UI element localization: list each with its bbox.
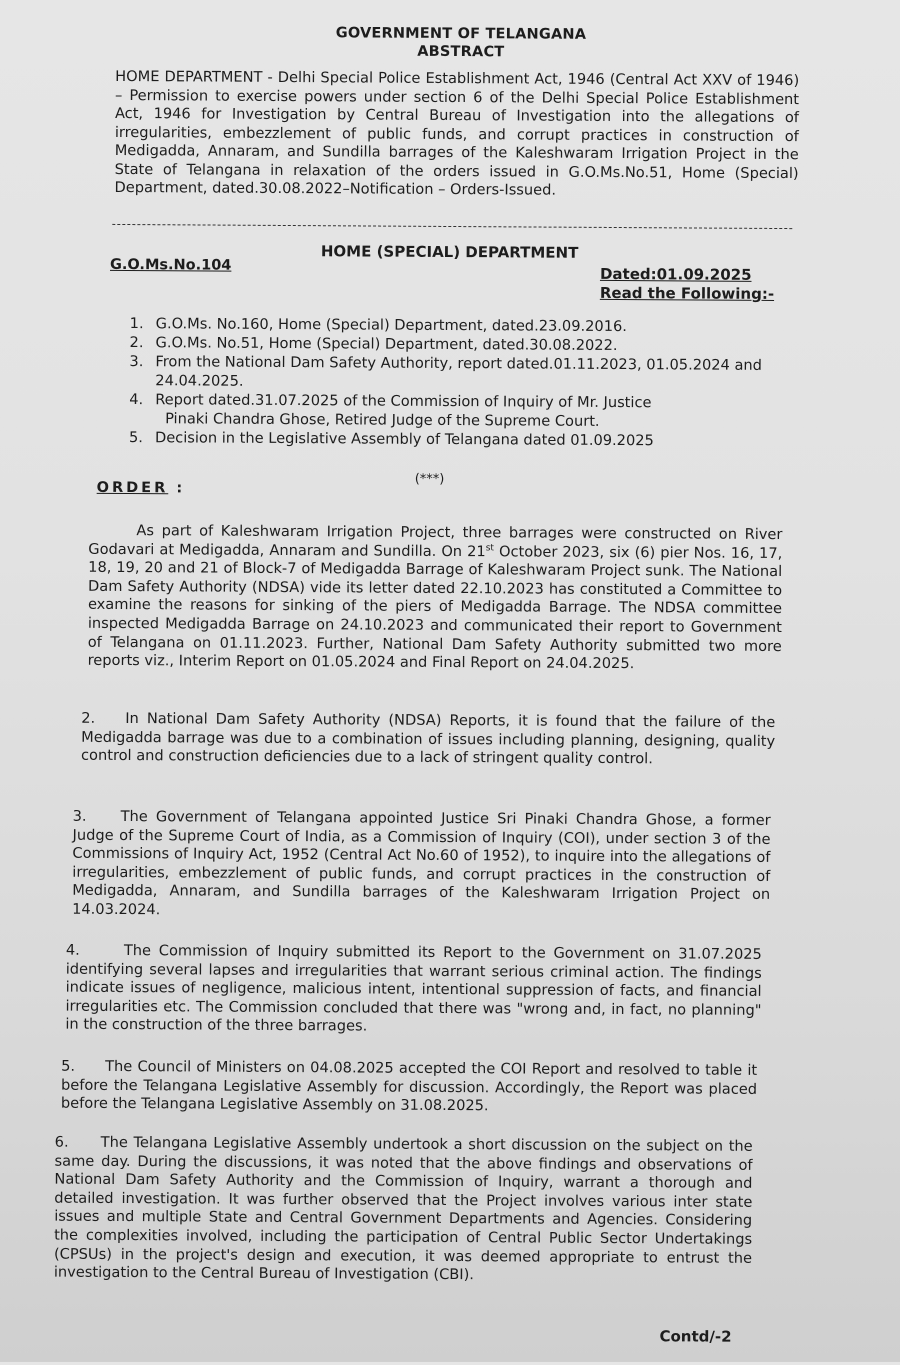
read-following-label: Read the Following:- <box>599 283 775 303</box>
reference-item <box>129 428 799 451</box>
abstract-subject: HOME DEPARTMENT - Delhi Special Police Establishment Act, 1946 (Central Act XXV of 1946) – Permission to exercise powers under section 6 of the Delhi Special Police Establishment Act, 1946 for Investigation by Central Bureau of Investigation into the allegations of irregularities, embezzlement of public funds, and corrupt practices in construction of Medigadda, Annaram, and Sundilla barrages of the Kaleshwaram Irrigation Project in the State of Telangana in relaxation of the orders issued in G.O.Ms.No.51, Home (Special) Department, dated.30.08.2022–Notification – Orders-Issued. <box>114 67 800 199</box>
order-heading <box>97 480 186 497</box>
paragraph-text: As part of Kaleshwaram Irrigation Project, three barrages were constructed on River Godavari at Medigadda, Annaram and Sundilla. On 21 <box>88 522 783 560</box>
reference-number: 5. <box>128 429 143 447</box>
reference-item <box>129 390 799 432</box>
paragraph-number: 2. <box>81 709 96 727</box>
abstract-title: ABSTRACT <box>417 43 505 61</box>
reference-text-block <box>155 390 799 432</box>
continued-marker: Contd/-2 <box>659 1327 732 1346</box>
read-following-heading <box>600 284 774 303</box>
reference-text: Decision in the Legislative Assembly of Telangana dated 01.09.2025 <box>154 429 654 450</box>
references-list <box>129 314 800 451</box>
paragraph-text: The Government of Telangana appointed Justice Sri Pinaki Chandra Ghose, a former Judge of the Supreme Court of India, as a Commission of Inquiry (COI), under section 3 of the Commissions of Inquiry Act, 1952 (Central Act No.60 of 1952), to inquire into the allegations of irregularities, embezzlement of public funds, and corrupt practices in the construction of Medigadda, Annaram, and Sundilla barrages of the Kaleshwaram Irrigation Project on 14.03.2024. <box>72 807 771 919</box>
government-title: GOVERNMENT OF TELANGANA <box>335 25 587 43</box>
reference-text: G.O.Ms. No.51, Home (Special) Department, dated.30.08.2022. <box>155 334 618 355</box>
order-paragraph-6 <box>54 1134 753 1287</box>
reference-number: 4. <box>129 391 144 409</box>
paragraph-number: 4. <box>65 941 80 959</box>
reference-item <box>129 352 799 394</box>
order-paragraph-2 <box>81 710 775 770</box>
order-label: ORDER <box>96 479 169 497</box>
order-paragraph-4 <box>65 942 762 1039</box>
reference-text: G.O.Ms. No.160, Home (Special) Department, dated.23.09.2016. <box>155 315 627 336</box>
order-paragraph-3 <box>72 808 771 924</box>
paragraph-text: In National Dam Safety Authority (NDSA) Reports, it is found that the failure of the Medigadda barrage was due to a combination of issues including planning, designing, quality control and construction deficiencies due to a lack of stringent quality control. <box>80 710 776 768</box>
go-number: G.O.Ms.No.104 <box>109 256 232 274</box>
reference-number: 3. <box>129 353 144 371</box>
reference-number: 1. <box>129 315 144 333</box>
reference-number: 2. <box>129 334 144 352</box>
reference-text: From the National Dam Safety Authority, report dated.01.11.2023, 01.05.2024 and 24.04.2025. <box>155 353 763 390</box>
paragraph-text: The Commission of Inquiry submitted its Report to the Government on 31.07.2025 identifying several lapses and irregularities that warrant serious criminal action. The findings indicate issues of negligence, malicious intent, intentional suppression of facts, and financial irregularities etc. The Commission concluded that there was "wrong and, in fact, no planning" in the construction of the three barrages. <box>65 942 762 1035</box>
paragraph-text: The Council of Ministers on 04.08.2025 accepted the COI Report and resolved to table it before the Telangana Legislative Assembly for discussion. Accordingly, the Report was placed before the Telangana Legislative Assembly on 31.08.2025. <box>60 1057 758 1115</box>
dashed-divider <box>112 224 792 231</box>
paragraph-number: 5. <box>61 1057 76 1075</box>
order-date: Dated:01.09.2025 <box>599 264 752 284</box>
reference-text: Report dated.31.07.2025 of the Commission of Inquiry of Mr. Justice <box>155 391 652 412</box>
paragraph-text: The Telangana Legislative Assembly undertook a short discussion on the subject on the same day. During the discussions, it was noted that the above findings and observations of National Dam Safety Authority and the Commission of Inquiry, warrant a thorough and detailed investigation. It was further observed that the Project involves various inter state issues and multiple State and Central Government Departments and Agencies. Considering the complexities involved, including the participation of Central Public Sector Undertakings (CPSUs) in the project's design and execution, it was deemed appropriate to entrust the investigation to the Central Bureau of Investigation (CBI). <box>53 1133 753 1284</box>
reference-text-continued: Pinaki Chandra Ghose, Retired Judge of the Supreme Court. <box>165 410 600 430</box>
paragraph-number: 6. <box>54 1133 69 1151</box>
paragraph-number: 3. <box>72 807 87 825</box>
paragraph-text-continued: October 2023, six (6) pier Nos. 16, 17, 18, 19, 20 and 21 of Block-7 of Medigadda Barrage of Kaleshwaram Project sunk. The National Dam Safety Authority (NDSA) vide its letter dated 22.10.2023 has constituted a Committee to examine the reasons for sinking of the piers of Medigadda Barrage. The NDSA committee inspected Medigadda Barrage on 24.10.2023 and communicated their report to Government of Telangana on 01.11.2023. Further, National Dam Safety Authority submitted two more reports viz., Interim Report on 01.05.2024 and Final Report on 24.04.2025. <box>87 542 783 673</box>
department-heading: HOME (SPECIAL) DEPARTMENT <box>320 242 579 262</box>
order-paragraph-1 <box>88 522 783 675</box>
ordinal-suffix: st <box>485 542 494 554</box>
section-separator: (***) <box>414 471 445 487</box>
order-colon: : <box>176 480 186 497</box>
order-paragraph-5 <box>61 1058 757 1118</box>
